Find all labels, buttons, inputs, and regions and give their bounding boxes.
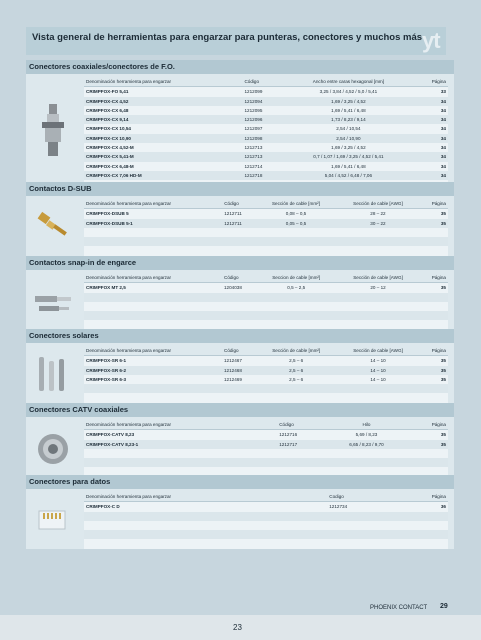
tool-name: CRIMPFOX-CX 6,48-M [84, 162, 242, 171]
table-row [84, 384, 448, 393]
code: 1212467 [222, 356, 256, 366]
tools-table [84, 420, 448, 477]
table-row [84, 115, 448, 124]
tool-name: CRIMPFOX-CX 6,48 [84, 106, 242, 115]
section-body [26, 270, 454, 332]
value: 2,54 / 10,90 [281, 134, 415, 143]
section-body [26, 343, 454, 405]
value: 1,69 / 5,41 / 6,48 [281, 106, 415, 115]
value: 14 – 10 [337, 375, 420, 384]
table-row [84, 366, 448, 375]
table-row [84, 539, 448, 548]
table-row [84, 521, 448, 530]
section-body [26, 489, 454, 549]
page-ref: 36 [398, 502, 448, 512]
page-ref: 35 [420, 356, 448, 366]
section-catv [26, 403, 454, 477]
col-header: Denominación herramienta para engarzar [84, 77, 242, 87]
page-ref: 34 [415, 171, 448, 180]
table-row [84, 440, 448, 449]
code: 1212098 [242, 134, 281, 143]
decorative-logo-fragment: yt [422, 28, 440, 53]
value: 1,69 / 3,25 / 4,52 [281, 143, 415, 152]
table-row [84, 162, 448, 171]
tools-table [84, 273, 448, 330]
code: 1212468 [222, 366, 256, 375]
col-header: Seccion de cable [mm²] [256, 273, 337, 283]
tools-table [84, 77, 448, 190]
tool-name: CRIMPFOX-SR 6-3 [84, 375, 222, 384]
table-row [84, 375, 448, 384]
value: 0,5 – 2,5 [256, 283, 337, 293]
section-body [26, 196, 454, 260]
value: 2,5 – 6 [256, 366, 337, 375]
code: 1212713 [242, 143, 281, 152]
table-row [84, 219, 448, 228]
footer-brand: PHOENIX CONTACT [370, 605, 428, 611]
value: 5,69 / 8,23 [325, 430, 409, 440]
col-header: Sección de cable [AWG] [337, 273, 420, 283]
col-header: Código [242, 77, 281, 87]
page-ref: 35 [420, 209, 448, 219]
table-row [84, 246, 448, 255]
page-title: Vista general de herramientas para engarzar para punteras, conectores y muchos más [32, 32, 423, 43]
value: 2,5 – 6 [256, 375, 337, 384]
tool-name: CRIMPFOX-CX 10,90 [84, 134, 242, 143]
section-heading: Conectores coaxiales/conectores de F.O. [26, 60, 454, 74]
value: 0,05 – 0,5 [256, 219, 337, 228]
col-header: Página [408, 420, 448, 430]
tool-name: CRIMPFOX MT 2,5 [84, 283, 222, 293]
col-header: Página [398, 492, 448, 502]
tool-name: CRIMPFOX-CX 4,52-M [84, 143, 242, 152]
table-row [84, 356, 448, 366]
section-body [26, 74, 454, 186]
col-header: Página [420, 346, 448, 356]
code: 1212469 [222, 375, 256, 384]
code: 1212716 [277, 430, 325, 440]
section-solar [26, 329, 454, 405]
col-header: Código [222, 346, 256, 356]
col-header: Sección de cable [mm²] [256, 199, 337, 209]
table-row [84, 530, 448, 539]
tool-name: CRIMPFOX-CX 5,41-M [84, 152, 242, 161]
table-row [84, 502, 448, 512]
table-row [84, 106, 448, 115]
value: 1,69 / 5,41 / 6,48 [281, 162, 415, 171]
code: 1212717 [277, 440, 325, 449]
table-row [84, 152, 448, 161]
table-row [84, 449, 448, 458]
page-ref: 35 [420, 219, 448, 228]
code: 1212094 [242, 97, 281, 106]
col-header: Denominación herramienta para engarzar [84, 492, 327, 502]
code: 1212718 [242, 171, 281, 180]
solar-contact-image [28, 347, 78, 403]
value: 28 – 22 [336, 209, 419, 219]
table-row [84, 393, 448, 402]
col-header: Página [420, 199, 448, 209]
col-header: Código [222, 199, 255, 209]
section-heading: Contactos snap-in de engarce [26, 256, 454, 270]
col-header: Hilo [325, 420, 409, 430]
tool-name: CRIMPFOX-DSUB 5 [84, 209, 222, 219]
col-header: Página [420, 273, 448, 283]
value: 20 – 12 [337, 283, 420, 293]
table-row [84, 302, 448, 311]
table-row [84, 97, 448, 106]
table-row [84, 171, 448, 180]
snap-in-contact-image [28, 274, 78, 330]
table-row [84, 124, 448, 133]
table-row [84, 512, 448, 521]
section-snap-in [26, 256, 454, 332]
page-ref: 34 [415, 152, 448, 161]
value: 14 – 10 [337, 356, 420, 366]
value: 1,73 / 8,23 / 9,14 [281, 115, 415, 124]
code: 1212099 [242, 87, 281, 97]
col-header: Denominación herramienta para engarzar [84, 420, 277, 430]
page-number: 23 [233, 623, 242, 632]
section-data-connectors [26, 475, 454, 549]
col-header: Ancho entre caras hexagonal [mm] [281, 77, 415, 87]
table-row [84, 430, 448, 440]
page-ref: 35 [408, 440, 448, 449]
table-row [84, 237, 448, 246]
value: 0,08 – 0,5 [256, 209, 337, 219]
col-header: Denominación herramienta para engarzar [84, 273, 222, 283]
code: 1204038 [222, 283, 256, 293]
page-ref: 34 [415, 162, 448, 171]
value: 6,65 / 8,23 / 9,70 [325, 440, 409, 449]
section-heading: Conectores para datos [26, 475, 454, 489]
section-body [26, 417, 454, 477]
table-row [84, 458, 448, 467]
tool-name: CRIMPFOX-FO 5,41 [84, 87, 242, 97]
tool-name: CRIMPFOX-CX 10,54 [84, 124, 242, 133]
section-dsub [26, 182, 454, 260]
table-row [84, 209, 448, 219]
page-ref: 34 [415, 134, 448, 143]
page-ref: 34 [415, 115, 448, 124]
col-header: Denominación herramienta para engarzar [84, 199, 222, 209]
page-ref: 35 [420, 283, 448, 293]
table-row [84, 134, 448, 143]
tool-name: CRIMPFOX-SR 6-1 [84, 356, 222, 366]
tool-name: CRIMPFOX-CX 7,06 HD-M [84, 171, 242, 180]
catv-connector-image [28, 421, 78, 477]
table-row [84, 293, 448, 302]
table-row [84, 143, 448, 152]
col-header: Denominación herramienta para engarzar [84, 346, 222, 356]
table-row [84, 228, 448, 237]
page-ref: 35 [408, 430, 448, 440]
table-row [84, 311, 448, 320]
tool-name: CRIMPFOX-SR 6-2 [84, 366, 222, 375]
section-heading: Conectores CATV coaxiales [26, 403, 454, 417]
page-ref: 34 [415, 97, 448, 106]
tool-name: CRIMPFOX-CX 4,52 [84, 97, 242, 106]
tools-table [84, 346, 448, 403]
coaxial-connector-image [28, 102, 78, 158]
value: 0,7 / 1,07 / 1,69 / 3,25 / 4,52 / 5,41 [281, 152, 415, 161]
value: 3,25 / 3,84 / 4,52 / 5,0 / 5,41 [281, 87, 415, 97]
code: 1212097 [242, 124, 281, 133]
code: 1212095 [242, 106, 281, 115]
page-ref: 35 [420, 375, 448, 384]
col-header: Sección de cable [AWG] [336, 199, 419, 209]
tool-name: CRIMPFOX-CATV 8,23-1 [84, 440, 277, 449]
page-ref: 33 [415, 87, 448, 97]
col-header: Código [222, 273, 256, 283]
col-header: Página [415, 77, 448, 87]
col-header: Codigo [327, 492, 387, 502]
value: 14 – 10 [337, 366, 420, 375]
value: 1,69 / 3,25 / 4,52 [281, 97, 415, 106]
code: 1212711 [222, 209, 255, 219]
col-header: Sección de cable [mm²] [256, 346, 337, 356]
value: 2,5 – 6 [256, 356, 337, 366]
tool-name: CRIMPFOX-CX 9,14 [84, 115, 242, 124]
code: 1212711 [222, 219, 255, 228]
tool-name: CRIMPFOX-C D [84, 502, 327, 512]
value: 2,54 / 10,54 [281, 124, 415, 133]
section-heading: Contactos D-SUB [26, 182, 454, 196]
value: 5,04 / 4,52 / 6,48 / 7,06 [281, 171, 415, 180]
code: 1212713 [242, 152, 281, 161]
page-ref: 35 [420, 366, 448, 375]
code: 1212734 [327, 502, 387, 512]
page-ref: 34 [415, 143, 448, 152]
footer-page-number: 29 [440, 603, 448, 610]
col-header: Sección de cable [AWG] [337, 346, 420, 356]
table-row [84, 87, 448, 97]
page-ref: 34 [415, 106, 448, 115]
tools-table [84, 199, 448, 256]
section-coaxial-fo [26, 60, 454, 186]
col-header: Código [277, 420, 325, 430]
dsub-contact-image [28, 200, 78, 256]
code: 1212714 [242, 162, 281, 171]
value: 30 – 22 [336, 219, 419, 228]
table-row [84, 283, 448, 293]
rj45-connector-image [28, 493, 78, 549]
section-heading: Conectores solares [26, 329, 454, 343]
tool-name: CRIMPFOX-DSUB 5-1 [84, 219, 222, 228]
page-ref: 34 [415, 124, 448, 133]
tools-table [84, 492, 448, 549]
tool-name: CRIMPFOX-CATV 8,23 [84, 430, 277, 440]
code: 1212096 [242, 115, 281, 124]
